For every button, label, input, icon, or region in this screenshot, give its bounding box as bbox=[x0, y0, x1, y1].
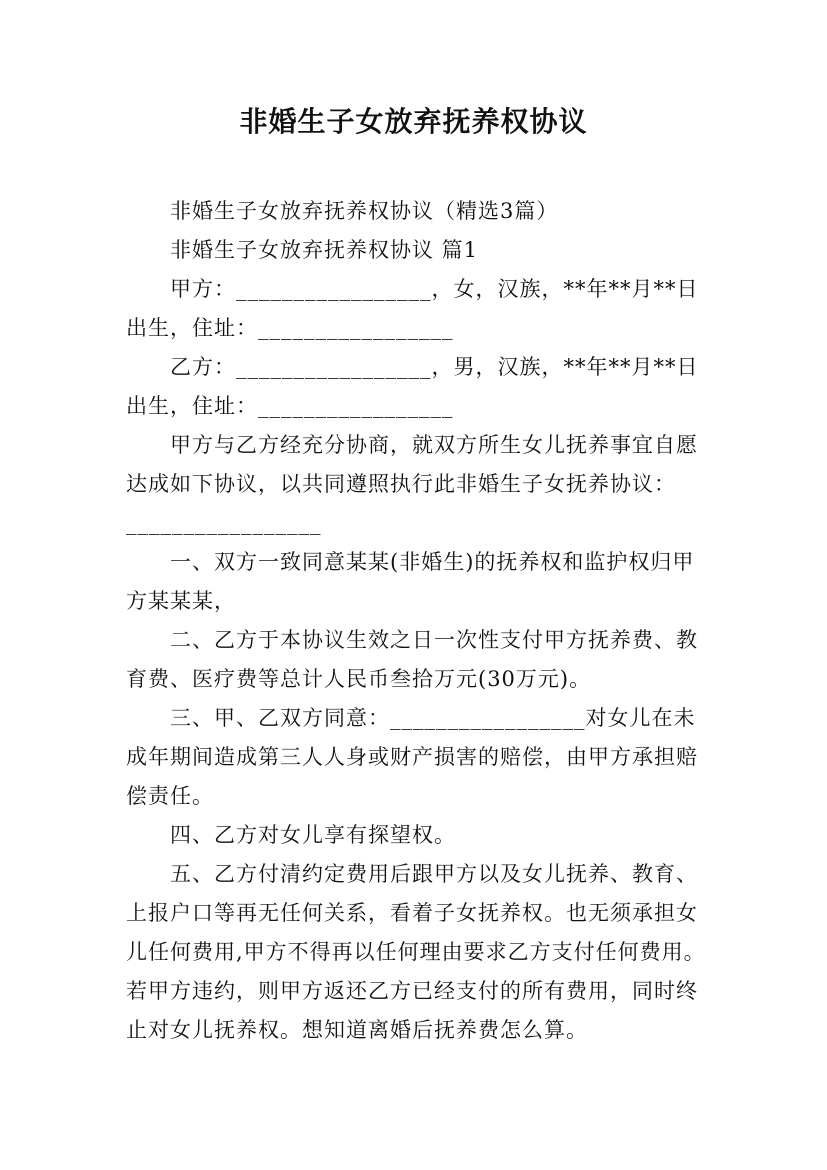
clause-2-line: 二、乙方于本协议生效之日一次性支付甲方抚养费、教 bbox=[170, 628, 698, 652]
subtitle-line: 非婚生子女放弃抚养权协议（精选3篇） bbox=[170, 199, 559, 223]
clause-4-line: 四、乙方对女儿享有探望权。 bbox=[170, 823, 456, 847]
party-a-address-line: 出生，住址：_________________ bbox=[126, 316, 454, 340]
party-b-line: 乙方：_________________，男，汉族，**年**月**日 bbox=[170, 355, 699, 379]
blank-line: _________________ bbox=[126, 511, 322, 535]
clause-1-line: 方某某某， bbox=[126, 589, 236, 613]
clause-3-line: 偿责任。 bbox=[126, 784, 214, 808]
clause-2-line: 育费、医疗费等总计人民币叁拾万元(30万元)。 bbox=[126, 667, 592, 691]
party-b-address-line: 出生，住址：_________________ bbox=[126, 394, 454, 418]
document-title: 非婚生子女放弃抚养权协议 bbox=[239, 105, 588, 138]
section-heading: 非婚生子女放弃抚养权协议 篇1 bbox=[170, 238, 479, 262]
paragraph-line: 达成如下协议，以共同遵照执行此非婚生子女抚养协议： bbox=[126, 472, 676, 496]
clause-5-line: 若甲方违约，则甲方返还乙方已经支付的所有费用，同时终 bbox=[126, 979, 698, 1003]
clause-5-line: 儿任何费用,甲方不得再以任何理由要求乙方支付任何费用。 bbox=[126, 940, 706, 964]
paragraph-line: 甲方与乙方经充分协商，就双方所生女儿抚养事宜自愿 bbox=[170, 433, 698, 457]
clause-1-line: 一、双方一致同意某某(非婚生)的抚养权和监护权归甲 bbox=[170, 550, 695, 574]
clause-3-line: 成年期间造成第三人人身或财产损害的赔偿，由甲方承担赔 bbox=[126, 745, 698, 769]
party-a-line: 甲方：_________________，女，汉族，**年**月**日 bbox=[170, 277, 699, 301]
clause-3-line: 三、甲、乙双方同意：_________________对女儿在未 bbox=[170, 706, 696, 730]
clause-5-line: 止对女儿抚养权。想知道离婚后抚养费怎么算。 bbox=[126, 1018, 588, 1042]
clause-5-line: 五、乙方付清约定费用后跟甲方以及女儿抚养、教育、 bbox=[170, 862, 698, 886]
clause-5-line: 上报户口等再无任何关系，看着子女抚养权。也无须承担女 bbox=[126, 901, 698, 925]
